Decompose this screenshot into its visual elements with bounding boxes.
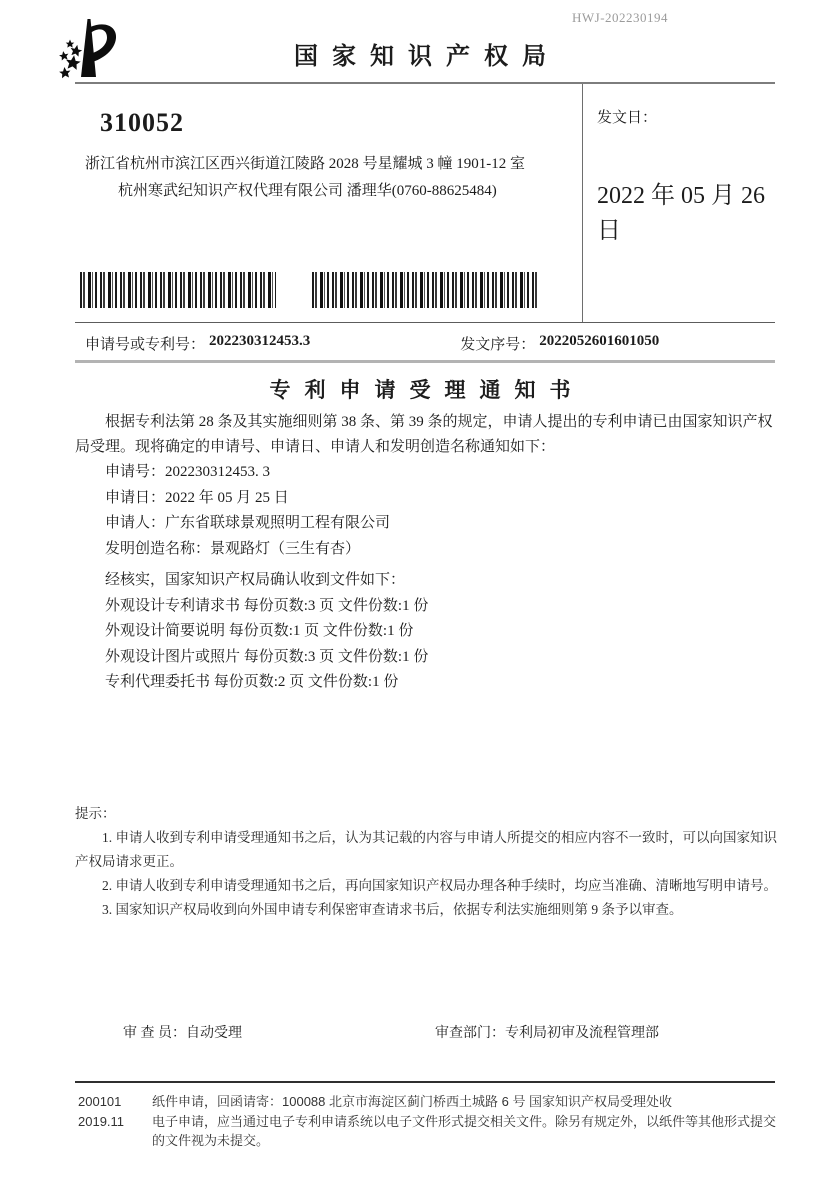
document-reference-number: HWJ-202230194 [572, 10, 669, 25]
numbers-row-divider-top [75, 322, 775, 323]
numbers-row-divider-bottom [75, 360, 775, 363]
received-file-item: 外观设计图片或照片 每份页数:3 页 文件份数:1 份 [105, 648, 429, 665]
footer-code-2: 2019.11 [78, 1114, 125, 1129]
barcode-application-number [80, 272, 276, 308]
issue-date-value: 2022 年 05 月 26 日 [597, 183, 765, 244]
issue-date-label: 发文日： [597, 110, 658, 126]
tips-label: 提示： [75, 806, 116, 821]
application-details-list [105, 460, 390, 562]
received-files-header: 经核实，国家知识产权局确认收到文件如下： [105, 572, 406, 588]
application-number-group [85, 333, 310, 354]
footer-note-paper: 纸件申请，回函请寄：100088 北京市海淀区蓟门桥西土城路 6 号 国家知识产权局受理处收 [152, 1094, 673, 1109]
footer-code-1: 200101 [78, 1094, 122, 1109]
detail-applicant: 申请人：广东省联球景观照明工程有限公司 [105, 515, 391, 531]
examiner-value: 自动受理 [186, 1026, 242, 1041]
recipient-and-date-section [75, 84, 775, 322]
received-file-item: 外观设计专利请求书 每份页数:3 页 文件份数:1 份 [105, 597, 429, 614]
received-files-list [105, 568, 428, 696]
notice-intro-paragraph: 根据专利法第 28 条及其实施细则第 38 条、第 39 条的规定，申请人提出的专利申请已由国家知识产权局受理。现将确定的申请号、申请日、申请人和发明创造名称通知如下： [75, 414, 773, 455]
detail-filing-date: 申请日：2022 年 05 月 25 日 [105, 489, 289, 506]
agency-title: 国家知识产权局 [294, 44, 560, 70]
serial-number-value: 2022052601601050 [539, 333, 660, 349]
examiner-group [123, 1022, 435, 1042]
footer-divider [75, 1081, 775, 1083]
tip-item-1: 1. 申请人收到专利申请受理通知书之后，认为其记载的内容与申请人所提交的相应内容不一致时，可以向国家知识产权局请求更正。 [75, 830, 777, 869]
application-number-value: 202230312453.3 [209, 333, 311, 349]
numbers-row [75, 333, 775, 354]
tip-item-3: 3. 国家知识产权局收到向外国申请专利保密审查请求书后，依据专利法实施细则第 9 条予以审查。 [102, 902, 683, 917]
footer-notes [78, 1092, 778, 1150]
signoff-row [75, 1022, 775, 1042]
barcode-serial-number [312, 272, 538, 308]
examiner-label: 审 查 员： [123, 1026, 186, 1041]
notice-title: 专利申请受理通知书 [269, 378, 585, 402]
detail-application-number: 申请号：202230312453. 3 [105, 464, 271, 480]
received-file-item: 专利代理委托书 每份页数:2 页 文件份数:1 份 [105, 674, 399, 690]
application-number-label: 申请号或专利号： [85, 337, 206, 353]
department-label: 审查部门： [435, 1026, 505, 1041]
tips-section [75, 802, 781, 922]
recipient-agency: 杭州寒武纪知识产权代理有限公司 潘理华(0760-88625484) [118, 183, 497, 199]
department-value: 专利局初审及流程管理部 [505, 1026, 659, 1041]
barcode-row [80, 272, 538, 308]
footer-note-electronic: 电子申请，应当通过电子专利申请系统以电子文件形式提交相关文件。除另有规定外，以纸件等其他形式提交的文件视为未提交。 [152, 1114, 777, 1148]
serial-number-group [460, 333, 659, 354]
recipient-address: 浙江省杭州市滨江区西兴街道江陵路 2028 号星耀城 3 幢 1901-12 室 [85, 156, 525, 172]
recipient-block [75, 84, 583, 322]
issue-date-block [583, 84, 775, 322]
tip-item-2: 2. 申请人收到专利申请受理通知书之后，再向国家知识产权局办理各种手续时，均应当准确、清晰地写明申请号。 [102, 878, 777, 893]
serial-number-label: 发文序号： [460, 337, 536, 353]
department-group [435, 1022, 659, 1042]
received-file-item: 外观设计简要说明 每份页数:1 页 文件份数:1 份 [105, 623, 414, 639]
postal-code: 310052 [100, 108, 184, 137]
detail-invention-name: 发明创造名称：景观路灯（三生有杏） [105, 540, 361, 557]
